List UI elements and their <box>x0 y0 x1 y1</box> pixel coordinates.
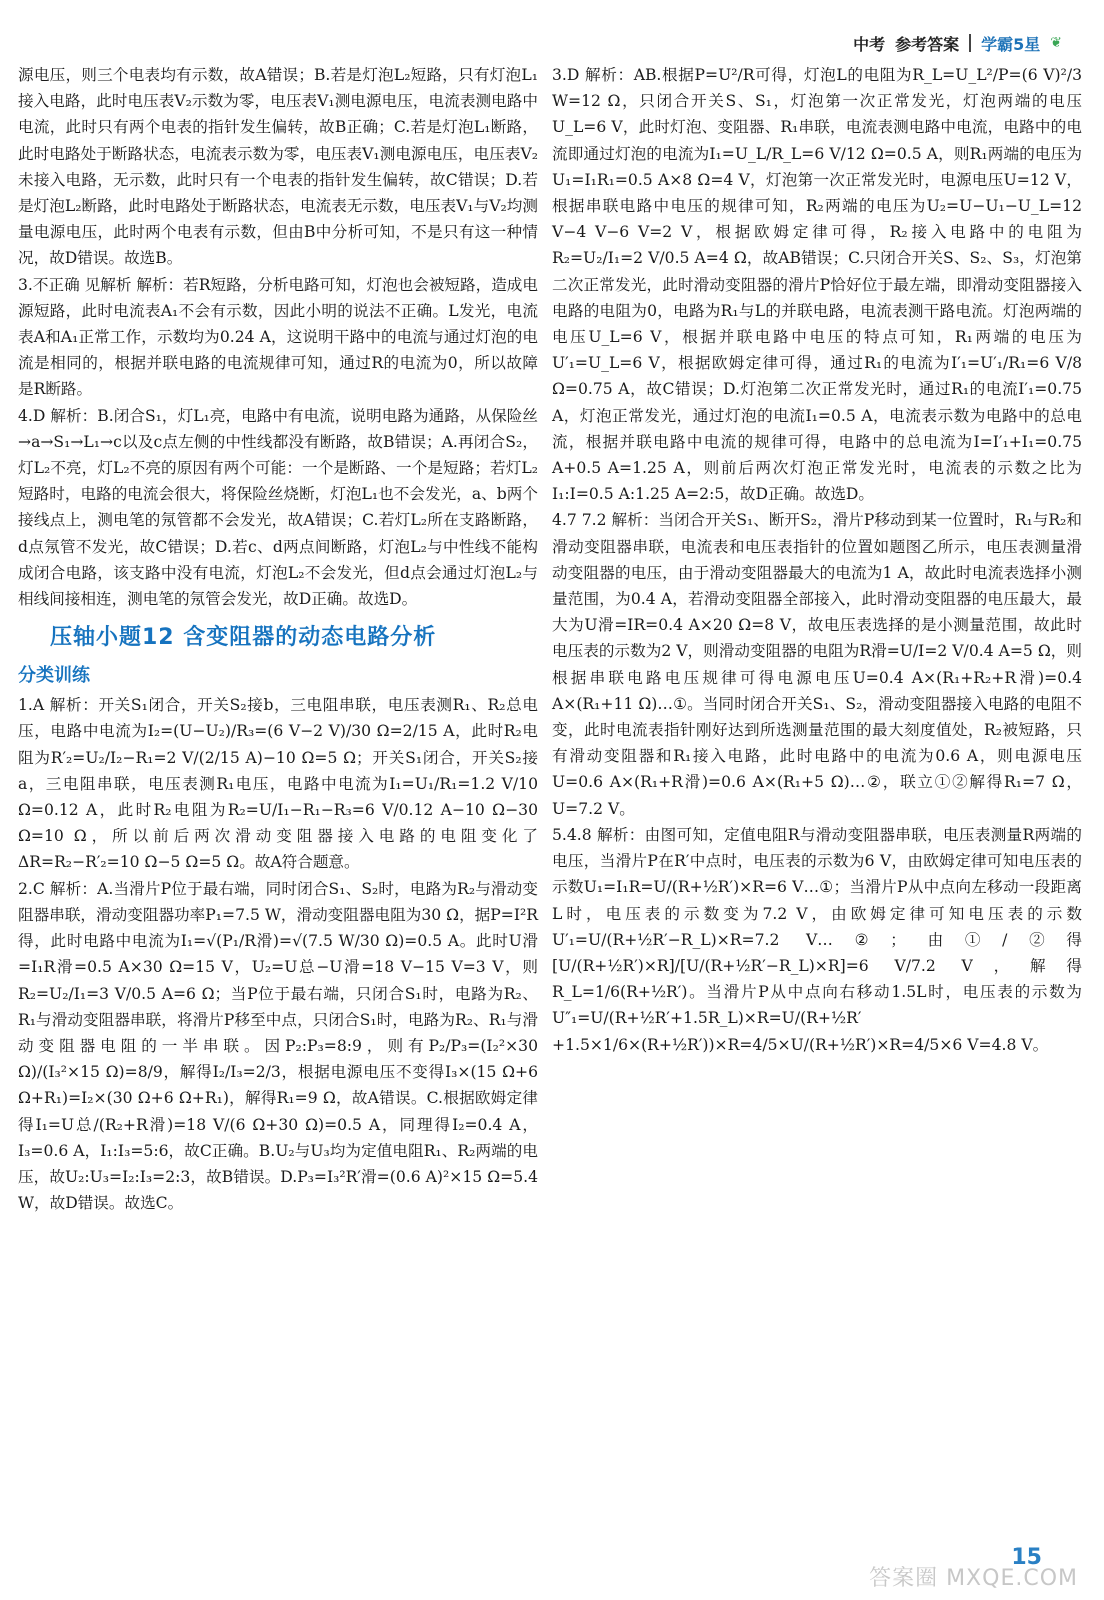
answer-item-4b: 4.7 7.2 解析：当闭合开关S₁、断开S₂，滑片P移动到某一位置时，R₁与R₂和滑动变阻器串联，电流表和电压表指针的位置如题图乙所示，电压表测量滑动变阻器的电压，由于滑动变阻器最大的电流为1 A，故此时电流表选择小测量范围，为0.4 A，若滑动变阻器全部接入，此时滑动变阻器的电压最大，最大为U滑=IR=0.4 A×20 Ω=8 V，故电压表选择的是小测量范围，故此时电压表的示数为2 V，则滑动变阻器的电阻为R滑=U/I=2 V/0.4 A=5 Ω，则根据串联电路电压规律可得电源电压U=0.4 A×(R₁+R₂+R滑)=0.4 A×(R₁+11 Ω)…①。当同时闭合开关S₁、S₂，滑动变阻器接入电路的电阻不变，此时电流表指针刚好达到所选测量范围的最大刻度值处，R₂被短路，只有滑动变阻器和R₁接入电路，此时电路中的电流为0.6 A，则电源电压U=0.6 A×(R₁+R滑)=0.6 A×(R₁+5 Ω)…②，联立①②解得R₁=7 Ω，U=7.2 V。 <box>552 511 1082 818</box>
page-header <box>853 30 1062 56</box>
subsection-title: 分类训练 <box>18 665 90 687</box>
header-divider <box>969 34 971 52</box>
answer-item-2: 2.C 解析：A.当滑片P位于最右端，同时闭合S₁、S₂时，电路为R₂与滑动变阻器串联，滑动变阻器功率P₁=7.5 W，滑动变阻器电阻为30 Ω，据P=I²R得，此时电路中电流为I₁=√(P₁/R滑)=√(7.5 W/30 Ω)=0.5 A。此时U滑=I₁R滑=0.5 A×30 Ω=15 V，U₂=U总−U滑=18 V−15 V=3 V，则R₂=U₂/I₁=3 V/0.5 A=6 Ω；当P位于最右端，只闭合S₁时，电路为R₂、R₁与滑动变阻器串联，将滑片P移至中点，只闭合S₁时，电路为R₂、R₁与滑动变阻器电阻的一半串联。因P₂:P₃=8:9，则有P₂/P₃=(I₂²×30 Ω)/(I₃²×15 Ω)=8/9，解得I₂/I₃=2/3，根据电源电压不变得I₃×(15 Ω+6 Ω+R₁)=I₂×(30 Ω+6 Ω+R₁)，解得R₁=9 Ω，故A错误。C.根据欧姆定律得I₁=U总/(R₂+R滑)=18 V/(6 Ω+30 Ω)=0.5 A，同理得I₂=0.4 A，I₃=0.6 A，I₁:I₃=5:6，故C正确。B.U₂与U₃均为定值电阻R₁、R₂两端的电压，故U₂:U₃=I₂:I₃=2:3，故B错误。D.P₃=I₃²R′滑=(0.6 A)²×15 Ω=5.4 W，故D错误。故选C。 <box>18 879 538 1213</box>
left-column <box>18 62 538 1216</box>
header-exam: 中考 <box>853 34 886 54</box>
answer-paragraph: 源电压，则三个电表均有示数，故A错误；B.若是灯泡L₂短路，只有灯泡L₁接入电路，此时电压表V₂示数为零，电压表V₁测电源电压，电流表测电路中电流，此时只有两个电表的指针发生偏转，故B正确；C.若是灯泡L₁断路，此时电路处于断路状态，电流表示数为零，电压表V₁测电源电压，电压表V₂未接入电路，无示数，此时只有一个电表的指针发生偏转，故C错误；D.若是灯泡L₂断路，此时电路处于断路状态，电流表无示数，电压表V₁与V₂均测量电源电压，此时两个电表有示数，但由B中分析可知，不是只有这一种情况，故D错误。故选B。 <box>18 66 538 268</box>
page-number: 15 <box>1011 1545 1042 1570</box>
leaf-icon: ❦ <box>1050 35 1062 51</box>
answer-item-4: 4.D 解析：B.闭合S₁，灯L₁亮，电路中有电流，说明电路为通路，从保险丝→a→S₁→L₁→c以及c点左侧的中性线都没有断路，故B错误；A.再闭合S₂，灯L₂不亮，灯L₂不亮的原因有两个可能：一个是断路、一个是短路；若灯L₂短路时，电路的电流会很大，将保险丝烧断，灯泡L₁也不会发光，a、b两个接线点上，测电笔的氖管都不会发光，故A错误；C.若灯L₂所在支路断路，d点氖管不发光，故C错误；D.若c、d两点间断路，灯泡L₂与中性线不能构成闭合电路，该支路中没有电流，灯泡L₂不会发光，但d点会通过灯泡L₂与相线间接相连，测电笔的氖管会发光，故D正确。故选D。 <box>18 406 538 609</box>
header-brand: 学霸5星 <box>981 34 1041 54</box>
right-column <box>552 62 1082 1058</box>
answer-item-1: 1.A 解析：开关S₁闭合，开关S₂接b，三电阻串联，电压表测R₁、R₂总电压，电路中电流为I₂=(U−U₂)/R₃=(6 V−2 V)/30 Ω=2/15 A，此时R₂电阻为R′₂=U₂/I₂−R₁=2 V/(2/15 A)−10 Ω=5 Ω；开关S₁闭合，开关S₂接a，三电阻串联，电压表测R₁电压，电路中电流为I₁=U₁/R₁=1.2 V/10 Ω=0.12 A，此时R₂电阻为R₂=U/I₁−R₁−R₃=6 V/0.12 A−10 Ω−30 Ω=10 Ω，所以前后两次滑动变阻器接入电路的电阻变化了ΔR=R₂−R′₂=10 Ω−5 Ω=5 Ω。故A符合题意。 <box>18 696 538 872</box>
answer-item-3: 3.不正确 见解析 解析：若R短路，分析电路可知，灯泡也会被短路，造成电源短路，此时电流表A₁不会有示数，因此小明的说法不正确。L发光，电流表A和A₁正常工作，示数均为0.24 A，这说明干路中的电流与通过灯泡的电流是相同的，根据并联电路的电流规律可知，通过R的电流为0，所以故障是R断路。 <box>18 275 538 399</box>
watermark: 答案圈 MXQE.COM <box>869 1566 1078 1591</box>
section-title: 压轴小题12 含变阻器的动态电路分析 <box>50 625 437 651</box>
answer-item-5: 5.4.8 解析：由图可知，定值电阻R与滑动变阻器串联，电压表测量R两端的电压，当滑片P在R′中点时，电压表的示数为6 V，由欧姆定律可知电压表的示数U₁=I₁R=U/(R+½R′)×R=6 V…①；当滑片P从中点向左移动一段距离L时，电压表的示数变为7.2 V，由欧姆定律可知电压表的示数U′₁=U/(R+½R′−R_L)×R=7.2 V…②；由①/②得[U/(R+½R′)×R]/[U/(R+½R′−R_L)×R]=6 V/7.2 V，解得R_L=1/6(R+½R′)。当滑片P从中点向右移动1.5L时，电压表的示数为U″₁=U/(R+½R′+1.5R_L)×R=U/(R+½R′+1.5×1/6×(R+½R′))×R=4/5×U/(R+½R′)×R=4/5×6 V=4.8 V。 <box>552 825 1082 1054</box>
answer-item-3b: 3.D 解析：AB.根据P=U²/R可得，灯泡L的电阻为R_L=U_L²/P=(6 V)²/3 W=12 Ω，只闭合开关S、S₁，灯泡第一次正常发光，灯泡两端的电压U_L=6 V，此时灯泡、变阻器、R₁串联，电流表测电路中电流，电路中的电流即通过灯泡的电流为I₁=U_L/R_L=6 V/12 Ω=0.5 A，则R₁两端的电压为U₁=I₁R₁=0.5 A×8 Ω=4 V，灯泡第一次正常发光时，电源电压U=12 V，根据串联电路中电压的规律可知，R₂两端的电压为U₂=U−U₁−U_L=12 V−4 V−6 V=2 V，根据欧姆定律可得，R₂接入电路中的电阻为R₂=U₂/I₁=2 V/0.5 A=4 Ω，故AB错误；C.只闭合开关S、S₂、S₃，灯泡第二次正常发光，此时滑动变阻器的滑片P恰好位于最左端，即滑动变阻器接入电路的电阻为0，电路为R₁与L的并联电路，电流表测干路电流。灯泡两端的电压U_L=6 V，根据并联电路中电压的特点可知，R₁两端的电压为U′₁=U_L=6 V，根据欧姆定律可得，通过R₁的电流为I′₁=U′₁/R₁=6 V/8 Ω=0.75 A，故C错误；D.灯泡第二次正常发光时，通过R₁的电流I′₁=0.75 A，灯泡正常发光，通过灯泡的电流I₁=0.5 A，电流表示数为电路中的总电流，根据并联电路中电流的规律可得，电路中的总电流为I=I′₁+I₁=0.75 A+0.5 A=1.25 A，则前后两次灯泡正常发光时，电流表的示数之比为I₁:I=0.5 A:1.25 A=2:5，故D正确。故选D。 <box>552 66 1082 504</box>
header-answer: 参考答案 <box>895 34 960 54</box>
